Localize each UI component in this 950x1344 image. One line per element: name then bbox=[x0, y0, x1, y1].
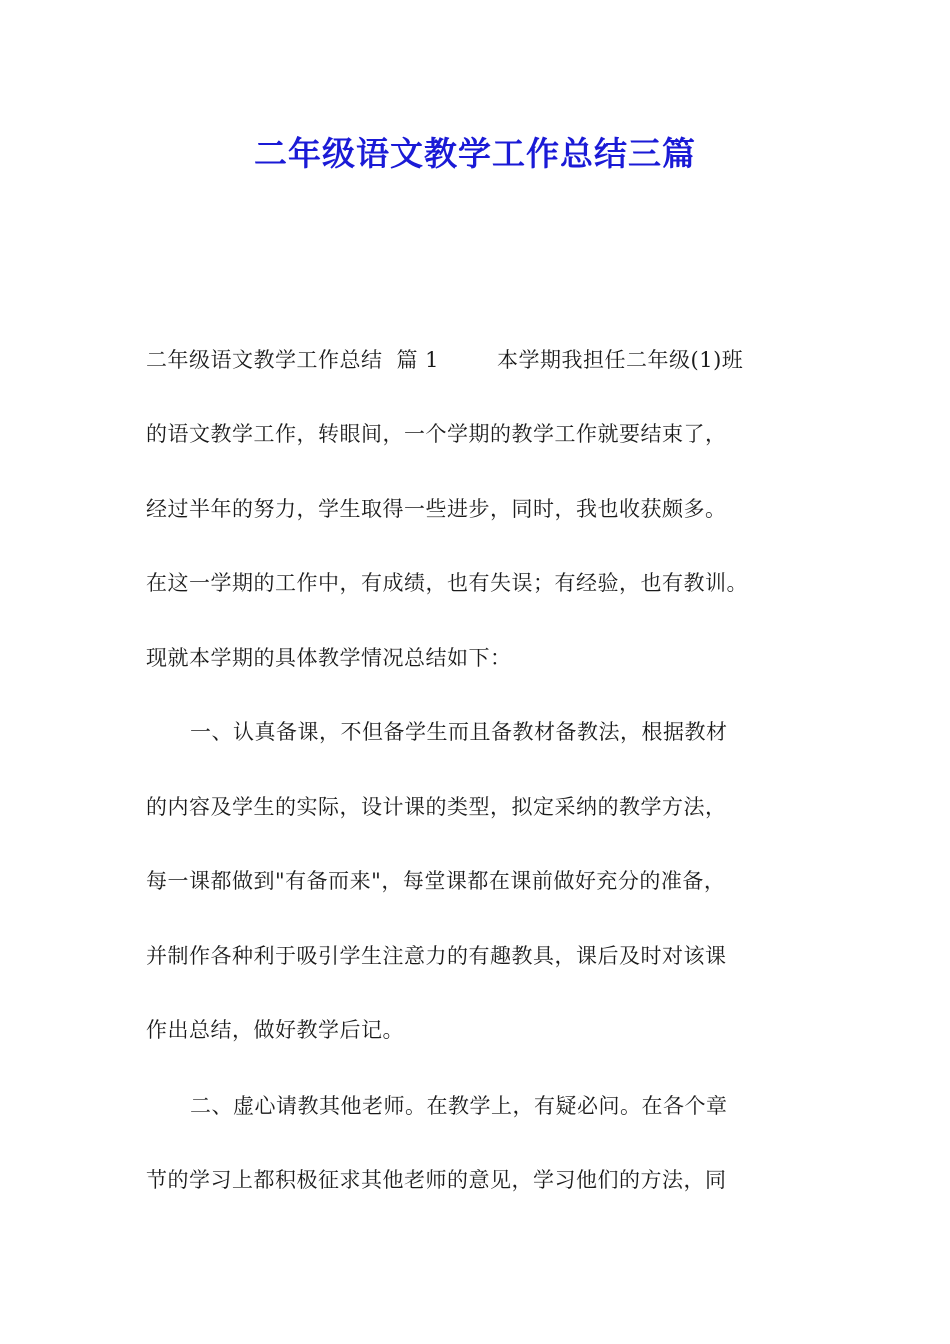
text-line-10: 作出总结，做好教学后记。 bbox=[146, 1018, 404, 1042]
text-line-5: 现就本学期的具体教学情况总结如下： bbox=[146, 646, 512, 670]
paragraph-1-first-line: 一、认真备课，不但备学生而且备教材备教法，根据教材 bbox=[190, 720, 728, 744]
text-line-1 bbox=[146, 345, 836, 375]
section-heading: 二年级语文教学工作总结 bbox=[146, 348, 383, 372]
text-line-12: 节的学习上都积极征求其他老师的意见，学习他们的方法，同 bbox=[146, 1168, 727, 1192]
text-line-7: 的内容及学生的实际，设计课的类型，拟定采纳的教学方法， bbox=[146, 795, 727, 819]
text-line-9: 并制作各种利于吸引学生注意力的有趣教具，课后及时对该课 bbox=[146, 944, 727, 968]
text-line-3: 经过半年的努力，学生取得一些进步，同时，我也收获颇多。 bbox=[146, 497, 727, 521]
text-line-8: 每一课都做到"有备而来"，每堂课都在课前做好充分的准备， bbox=[146, 869, 726, 893]
section-heading-suffix: 篇 1 bbox=[396, 348, 440, 372]
document-title: 二年级语文教学工作总结三篇 bbox=[254, 134, 696, 173]
text-line-2: 的语文教学工作，转眼间，一个学期的教学工作就要结束了， bbox=[146, 422, 727, 446]
text-line-4: 在这一学期的工作中，有成绩，也有失误；有经验，也有教训。 bbox=[146, 571, 748, 595]
paragraph-2-first-line: 二、虚心请教其他老师。在教学上，有疑必问。在各个章 bbox=[190, 1094, 728, 1118]
text-line-1-content: 本学期我担任二年级(1)班 bbox=[497, 348, 744, 372]
